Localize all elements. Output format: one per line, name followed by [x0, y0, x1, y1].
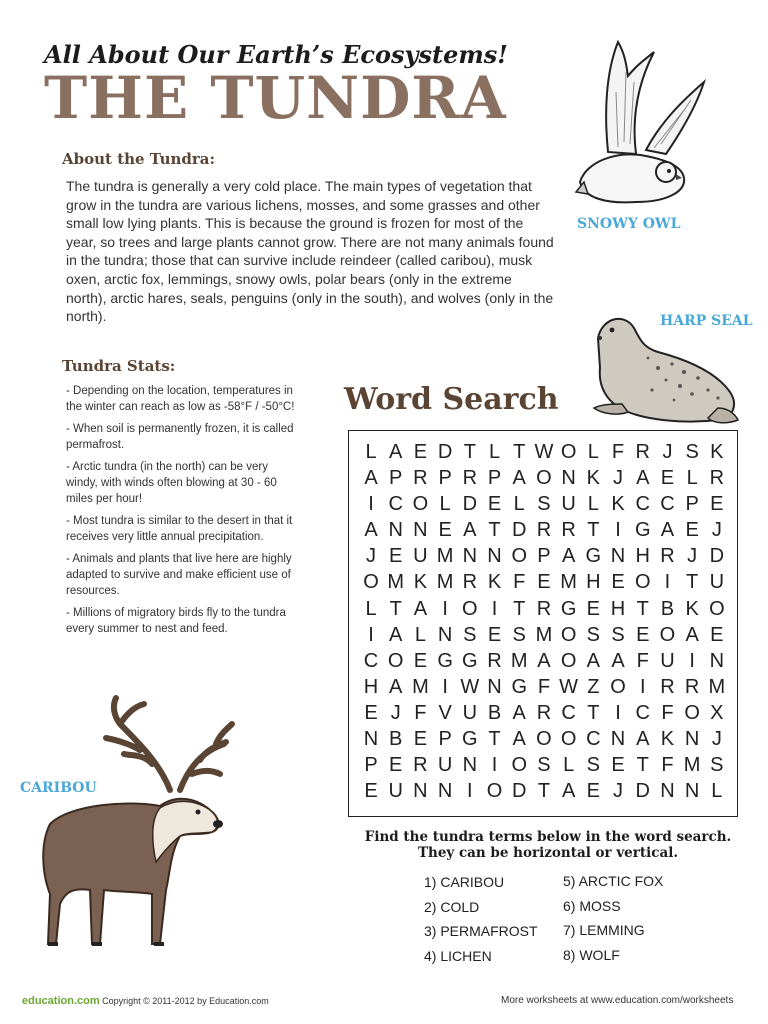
grid-letter: F: [661, 754, 674, 777]
grid-letter: R: [709, 467, 725, 490]
grid-letter: O: [560, 728, 577, 751]
grid-letter: G: [462, 728, 478, 751]
grid-letter: S: [537, 493, 551, 516]
grid-letter: S: [710, 754, 724, 777]
harp-seal-label: HARP SEAL: [660, 313, 753, 329]
grid-letter: S: [685, 441, 699, 463]
grid-letter: J: [613, 467, 624, 490]
grid-letter: R: [413, 467, 428, 490]
grid-letter: P: [487, 467, 502, 490]
grid-letter: E: [364, 701, 378, 724]
grid-letter: R: [536, 519, 552, 542]
grid-letter: L: [587, 441, 599, 463]
harp-seal-illustration: [588, 308, 744, 426]
grid-letter: O: [560, 649, 577, 672]
grid-letter: J: [687, 545, 698, 568]
grid-letter: A: [611, 649, 625, 672]
grid-letter: E: [487, 623, 502, 646]
grid-letter: D: [437, 441, 453, 463]
grid-letter: H: [586, 571, 601, 594]
grid-letter: C: [586, 728, 601, 751]
grid-letter: A: [512, 467, 526, 490]
grid-letter: C: [561, 701, 576, 724]
grid-letter: M: [436, 545, 454, 568]
grid-letter: T: [488, 728, 501, 751]
snowy-owl-illustration: [566, 32, 716, 214]
grid-letter: A: [389, 623, 403, 646]
footer-more-worksheets: More worksheets at www.education.com/worksheets: [501, 995, 734, 1006]
grid-letter: I: [689, 649, 695, 672]
footer-left: [22, 995, 269, 1007]
grid-row: [359, 519, 729, 545]
grid-letter: K: [487, 571, 502, 594]
grid-letter: A: [463, 519, 477, 542]
grid-letter: F: [661, 701, 674, 724]
grid-letter: B: [487, 701, 502, 724]
grid-letter: C: [635, 493, 650, 516]
grid-letter: O: [536, 467, 552, 490]
grid-letter: A: [636, 728, 650, 751]
grid-letter: L: [587, 493, 599, 516]
grid-letter: D: [709, 545, 725, 568]
term-item: 8) WOLF: [563, 946, 620, 963]
grid-letter: O: [511, 545, 527, 568]
grid-letter: H: [610, 597, 626, 620]
grid-letter: K: [710, 441, 724, 463]
grid-letter: E: [413, 728, 428, 751]
grid-letter: G: [560, 597, 577, 620]
grid-letter: R: [660, 545, 675, 568]
grid-letter: N: [363, 728, 379, 751]
grid-letter: P: [389, 467, 403, 490]
grid-letter: L: [365, 441, 377, 463]
grid-letter: O: [709, 597, 725, 620]
grid-letter: P: [685, 493, 699, 516]
word-search-instructions: [338, 829, 758, 861]
grid-letter: R: [487, 649, 502, 672]
grid-letter: X: [710, 701, 724, 724]
grid-letter: M: [510, 649, 528, 672]
term-item: 3) PERMAFROST: [424, 923, 538, 939]
grid-letter: B: [660, 597, 675, 620]
grid-letter: R: [536, 597, 552, 620]
grid-letter: H: [363, 675, 379, 698]
term-item: 4) LICHEN: [424, 947, 492, 964]
grid-letter: A: [586, 649, 600, 672]
instructions-line-1: Find the tundra terms below in the word search.: [364, 829, 732, 845]
grid-letter: D: [511, 519, 527, 542]
grid-letter: I: [368, 493, 374, 516]
grid-letter: O: [634, 571, 651, 594]
term-item: 5) ARCTIC FOX: [563, 873, 664, 889]
grid-letter: D: [511, 780, 527, 803]
grid-letter: J: [613, 780, 624, 803]
grid-row: [359, 598, 729, 624]
grid-letter: I: [615, 519, 621, 542]
grid-letter: A: [512, 701, 526, 724]
grid-letter: I: [491, 597, 498, 620]
grid-letter: F: [414, 701, 427, 724]
term-item: 1) CARIBOU: [424, 874, 505, 890]
grid-letter: R: [660, 675, 675, 698]
grid-letter: I: [639, 675, 646, 698]
grid-letter: S: [586, 623, 600, 646]
grid-letter: A: [660, 519, 675, 542]
grid-row: [359, 493, 729, 519]
grid-letter: W: [534, 441, 554, 463]
grid-letter: L: [488, 441, 501, 463]
grid-letter: O: [560, 623, 577, 646]
page-title: THE TUNDRA: [44, 64, 507, 132]
stat-item: - Animals and plants that live here are highly adapted to survive and make efficient use of resources.: [66, 553, 292, 597]
instructions-line-2: They can be horizontal or vertical.: [417, 845, 679, 861]
grid-letter: I: [442, 597, 448, 620]
grid-letter: I: [491, 754, 498, 777]
grid-letter: N: [684, 780, 700, 803]
grid-letter: L: [686, 467, 698, 490]
grid-letter: N: [413, 519, 428, 542]
grid-letter: T: [636, 597, 649, 620]
grid-row: [359, 545, 729, 571]
grid-letter: C: [660, 493, 675, 516]
grid-letter: T: [587, 519, 600, 542]
grid-letter: A: [561, 545, 576, 568]
grid-letter: A: [364, 519, 378, 542]
grid-letter: A: [561, 780, 576, 803]
grid-letter: G: [585, 545, 602, 568]
stat-item: - Depending on the location, temperatures in the winter can reach as low as -58°F / -50°C!: [66, 385, 295, 413]
stats-list: [66, 384, 298, 644]
grid-letter: E: [413, 441, 428, 463]
grid-letter: K: [586, 467, 600, 490]
grid-letter: K: [611, 493, 625, 516]
copyright-text: Copyright © 2011-2012 by Education.com: [102, 996, 269, 1006]
grid-letter: C: [363, 649, 379, 672]
grid-letter: R: [462, 467, 478, 490]
grid-row: [359, 728, 729, 754]
grid-letter: A: [389, 675, 403, 698]
grid-letter: S: [463, 623, 477, 646]
grid-letter: T: [636, 754, 649, 777]
grid-row: [359, 754, 729, 780]
grid-letter: E: [685, 519, 699, 542]
grid-letter: T: [537, 780, 551, 803]
grid-letter: A: [636, 467, 650, 490]
grid-letter: H: [635, 545, 650, 568]
grid-letter: A: [413, 597, 428, 620]
grid-letter: W: [460, 675, 480, 698]
grid-letter: J: [662, 441, 673, 463]
grid-letter: O: [560, 441, 577, 463]
grid-letter: O: [659, 623, 676, 646]
education-logo: education.com: [22, 995, 100, 1007]
grid-letter: U: [561, 493, 576, 516]
grid-letter: M: [560, 571, 577, 594]
term-item: 2) COLD: [424, 898, 480, 915]
grid-letter: R: [413, 754, 428, 777]
grid-letter: Z: [587, 675, 600, 698]
grid-letter: N: [437, 623, 453, 646]
grid-letter: E: [586, 597, 600, 620]
grid-letter: L: [414, 623, 426, 646]
grid-letter: K: [685, 597, 699, 620]
grid-letter: R: [561, 519, 576, 542]
grid-letter: N: [610, 728, 626, 751]
grid-letter: C: [635, 701, 650, 724]
grid-letter: O: [363, 571, 379, 594]
grid-row: [359, 571, 729, 597]
grid-letter: O: [387, 649, 404, 672]
grid-letter: K: [413, 571, 428, 594]
grid-letter: L: [513, 493, 525, 516]
grid-letter: S: [611, 623, 625, 646]
grid-letter: E: [611, 754, 625, 777]
grid-row: [359, 702, 729, 728]
grid-letter: U: [462, 701, 478, 724]
grid-letter: N: [437, 780, 453, 803]
grid-letter: W: [559, 675, 579, 698]
grid-letter: J: [711, 728, 722, 751]
caribou-illustration: [20, 694, 235, 956]
grid-letter: T: [513, 597, 526, 620]
grid-letter: L: [365, 597, 377, 620]
grid-letter: P: [438, 467, 452, 490]
grid-letter: M: [412, 675, 429, 698]
page-subtitle: All About Our Earth’s Ecosystems!: [44, 40, 508, 69]
grid-letter: L: [563, 754, 575, 777]
grid-letter: N: [388, 519, 403, 542]
stat-item: - When soil is permanently frozen, it is called permafrost.: [66, 423, 294, 451]
grid-letter: O: [610, 675, 626, 698]
grid-letter: E: [636, 623, 650, 646]
grid-letter: J: [711, 519, 722, 542]
grid-letter: D: [635, 780, 650, 803]
grid-letter: P: [364, 754, 378, 777]
grid-letter: F: [513, 571, 526, 594]
grid-letter: M: [683, 754, 701, 777]
grid-letter: R: [684, 675, 700, 698]
grid-letter: T: [686, 571, 699, 594]
grid-letter: A: [389, 441, 403, 463]
grid-row: [359, 624, 729, 650]
grid-letter: I: [442, 675, 448, 698]
grid-letter: I: [664, 571, 671, 594]
grid-row: [359, 441, 729, 467]
grid-letter: E: [413, 649, 428, 672]
grid-letter: R: [536, 701, 552, 724]
grid-letter: E: [487, 493, 502, 516]
term-item: 6) MOSS: [563, 897, 621, 914]
grid-letter: N: [487, 545, 502, 568]
grid-letter: A: [685, 623, 699, 646]
grid-row: [359, 780, 729, 806]
grid-letter: A: [512, 728, 526, 751]
grid-row: [359, 467, 729, 493]
grid-letter: U: [660, 649, 675, 672]
grid-letter: M: [387, 571, 405, 594]
grid-letter: F: [636, 649, 649, 672]
grid-letter: R: [462, 571, 478, 594]
grid-letter: N: [660, 780, 675, 803]
grid-letter: O: [486, 780, 503, 803]
grid-letter: U: [437, 754, 453, 777]
grid-letter: N: [610, 545, 626, 568]
stat-item: - Most tundra is similar to the desert in that it receives very little annual precipitation.: [66, 515, 293, 543]
grid-letter: E: [586, 780, 600, 803]
grid-letter: N: [487, 675, 502, 698]
grid-letter: T: [488, 519, 501, 542]
grid-letter: R: [635, 441, 650, 463]
grid-letter: D: [462, 493, 478, 516]
grid-letter: T: [463, 441, 476, 463]
grid-letter: E: [611, 571, 625, 594]
stats-heading: Tundra Stats:: [62, 357, 176, 375]
grid-letter: M: [708, 675, 726, 698]
grid-letter: T: [587, 701, 600, 724]
grid-letter: E: [537, 571, 551, 594]
grid-letter: I: [368, 623, 374, 646]
grid-letter: A: [537, 649, 551, 672]
grid-letter: N: [462, 545, 478, 568]
grid-letter: C: [388, 493, 403, 516]
grid-letter: E: [438, 519, 452, 542]
grid-letter: T: [389, 597, 402, 620]
grid-letter: O: [511, 754, 527, 777]
grid-letter: T: [513, 441, 526, 463]
term-item: 7) LEMMING: [563, 922, 645, 938]
grid-letter: A: [364, 467, 378, 490]
grid-letter: N: [413, 780, 428, 803]
grid-letter: L: [711, 780, 723, 803]
grid-letter: E: [389, 754, 403, 777]
caribou-label: CARIBOU: [20, 780, 97, 796]
grid-letter: U: [388, 780, 403, 803]
terms-column-left: [424, 870, 538, 968]
snowy-owl-label: SNOWY OWL: [577, 216, 681, 232]
grid-letter: I: [615, 701, 621, 724]
grid-letter: E: [389, 545, 403, 568]
grid-letter: S: [512, 623, 526, 646]
grid-letter: N: [462, 754, 478, 777]
grid-letter: U: [709, 571, 725, 594]
grid-letter: U: [413, 545, 428, 568]
grid-letter: N: [684, 728, 700, 751]
grid-letter: J: [390, 701, 401, 724]
grid-letter: N: [561, 467, 576, 490]
grid-letter: F: [611, 441, 625, 463]
grid-letter: P: [438, 728, 452, 751]
grid-letter: N: [709, 649, 725, 672]
grid-letter: J: [366, 545, 376, 568]
grid-letter: O: [412, 493, 429, 516]
grid-letter: G: [634, 519, 651, 542]
grid-row: [359, 650, 729, 676]
grid-letter: K: [660, 728, 675, 751]
grid-letter: E: [710, 493, 724, 516]
grid-letter: G: [462, 649, 478, 672]
grid-letter: P: [537, 545, 551, 568]
word-search-grid: [348, 430, 738, 817]
grid-letter: S: [537, 754, 551, 777]
grid-letter: E: [660, 467, 675, 490]
grid-letter: O: [684, 701, 700, 724]
grid-letter: O: [462, 597, 478, 620]
grid-letter: O: [536, 728, 552, 751]
grid-letter: E: [364, 780, 378, 803]
about-paragraph: The tundra is generally a very cold place. The main types of vegetation that grow in the tundra are various lichens, mosses, and some grasses and other small low lying plants. This is because the ground is frozen for most of the year, so trees and large plants cannot grow. There are not many animals found in the tundra; those that can survive include reindeer (called caribou), musk oxen, arctic fox, lemmings, snowy owls, polar bears (only in the extreme north), arctic hares, seals, penguins (only in the south), and wolves (only in the north).: [66, 178, 554, 325]
grid-letter: I: [467, 780, 473, 803]
grid-letter: V: [438, 701, 452, 724]
grid-letter: F: [537, 675, 551, 698]
word-search-title: Word Search: [344, 382, 559, 417]
grid-letter: S: [586, 754, 600, 777]
about-heading: About the Tundra:: [62, 150, 216, 168]
grid-letter: G: [511, 675, 527, 698]
grid-letter: L: [439, 493, 451, 516]
grid-letter: G: [437, 649, 453, 672]
grid-letter: E: [710, 623, 724, 646]
terms-column-right: [563, 869, 663, 967]
stat-item: - Millions of migratory birds fly to the tundra every summer to nest and feed.: [66, 607, 286, 635]
grid-row: [359, 676, 729, 702]
grid-letter: M: [436, 571, 454, 594]
grid-letter: B: [389, 728, 403, 751]
stat-item: - Arctic tundra (in the north) can be very windy, with winds often blowing at 30 - 60 miles per hour!: [66, 461, 277, 505]
grid-letter: M: [535, 623, 553, 646]
